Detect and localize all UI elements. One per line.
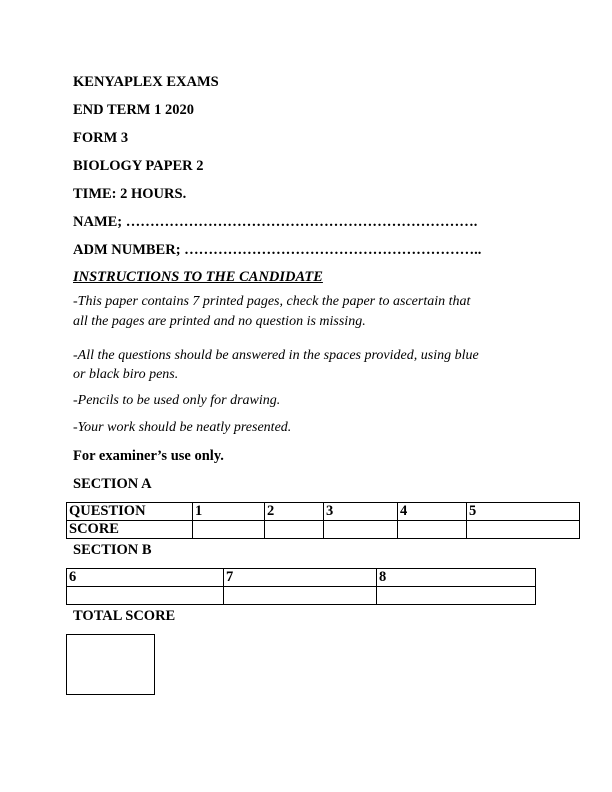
score-cell[interactable]	[224, 587, 377, 605]
instruction-line: -Your work should be neatly presented.	[73, 420, 292, 435]
name-field: NAME; ……………………………………………………………….	[73, 214, 478, 230]
score-cell[interactable]	[377, 587, 536, 605]
instruction-line: or black biro pens.	[73, 367, 179, 382]
instruction-line: -This paper contains 7 printed pages, check the paper to ascertain that	[73, 294, 471, 309]
instruction-line: -All the questions should be answered in the spaces provided, using blue	[73, 348, 479, 363]
total-score-label: TOTAL SCORE	[73, 608, 176, 624]
org-name: KENYAPLEX EXAMS	[73, 74, 219, 90]
exam-term: END TERM 1 2020	[73, 102, 194, 118]
form-level: FORM 3	[73, 130, 129, 146]
section-a-label: SECTION A	[73, 476, 152, 492]
table-cell: 4	[398, 503, 467, 521]
section-a-score-table	[66, 502, 580, 539]
table-cell: 7	[224, 569, 377, 587]
time-allowed: TIME: 2 HOURS.	[73, 186, 187, 202]
adm-number-field: ADM NUMBER; ……………………………………………………..	[73, 242, 482, 258]
table-cell: QUESTION	[67, 503, 193, 521]
section-b-label: SECTION B	[73, 542, 152, 558]
table-cell: 2	[265, 503, 324, 521]
table-cell: 6	[67, 569, 224, 587]
table-row	[67, 503, 580, 521]
table-row	[67, 587, 536, 605]
score-cell[interactable]	[398, 521, 467, 539]
paper-title: BIOLOGY PAPER 2	[73, 158, 204, 174]
score-cell[interactable]	[67, 587, 224, 605]
table-cell: 1	[193, 503, 265, 521]
table-cell: 3	[324, 503, 398, 521]
table-row	[67, 521, 580, 539]
table-row	[67, 569, 536, 587]
score-cell[interactable]	[265, 521, 324, 539]
table-cell: SCORE	[67, 521, 193, 539]
instruction-line: -Pencils to be used only for drawing.	[73, 393, 281, 408]
total-score-box[interactable]	[66, 634, 155, 695]
score-cell[interactable]	[193, 521, 265, 539]
examiner-label: For examiner’s use only.	[73, 448, 224, 464]
table-cell: 5	[467, 503, 580, 521]
score-cell[interactable]	[324, 521, 398, 539]
instruction-line: all the pages are printed and no question is missing.	[73, 314, 366, 329]
section-b-score-table	[66, 568, 536, 605]
table-cell: 8	[377, 569, 536, 587]
instructions-title: INSTRUCTIONS TO THE CANDIDATE	[73, 269, 323, 285]
score-cell[interactable]	[467, 521, 580, 539]
